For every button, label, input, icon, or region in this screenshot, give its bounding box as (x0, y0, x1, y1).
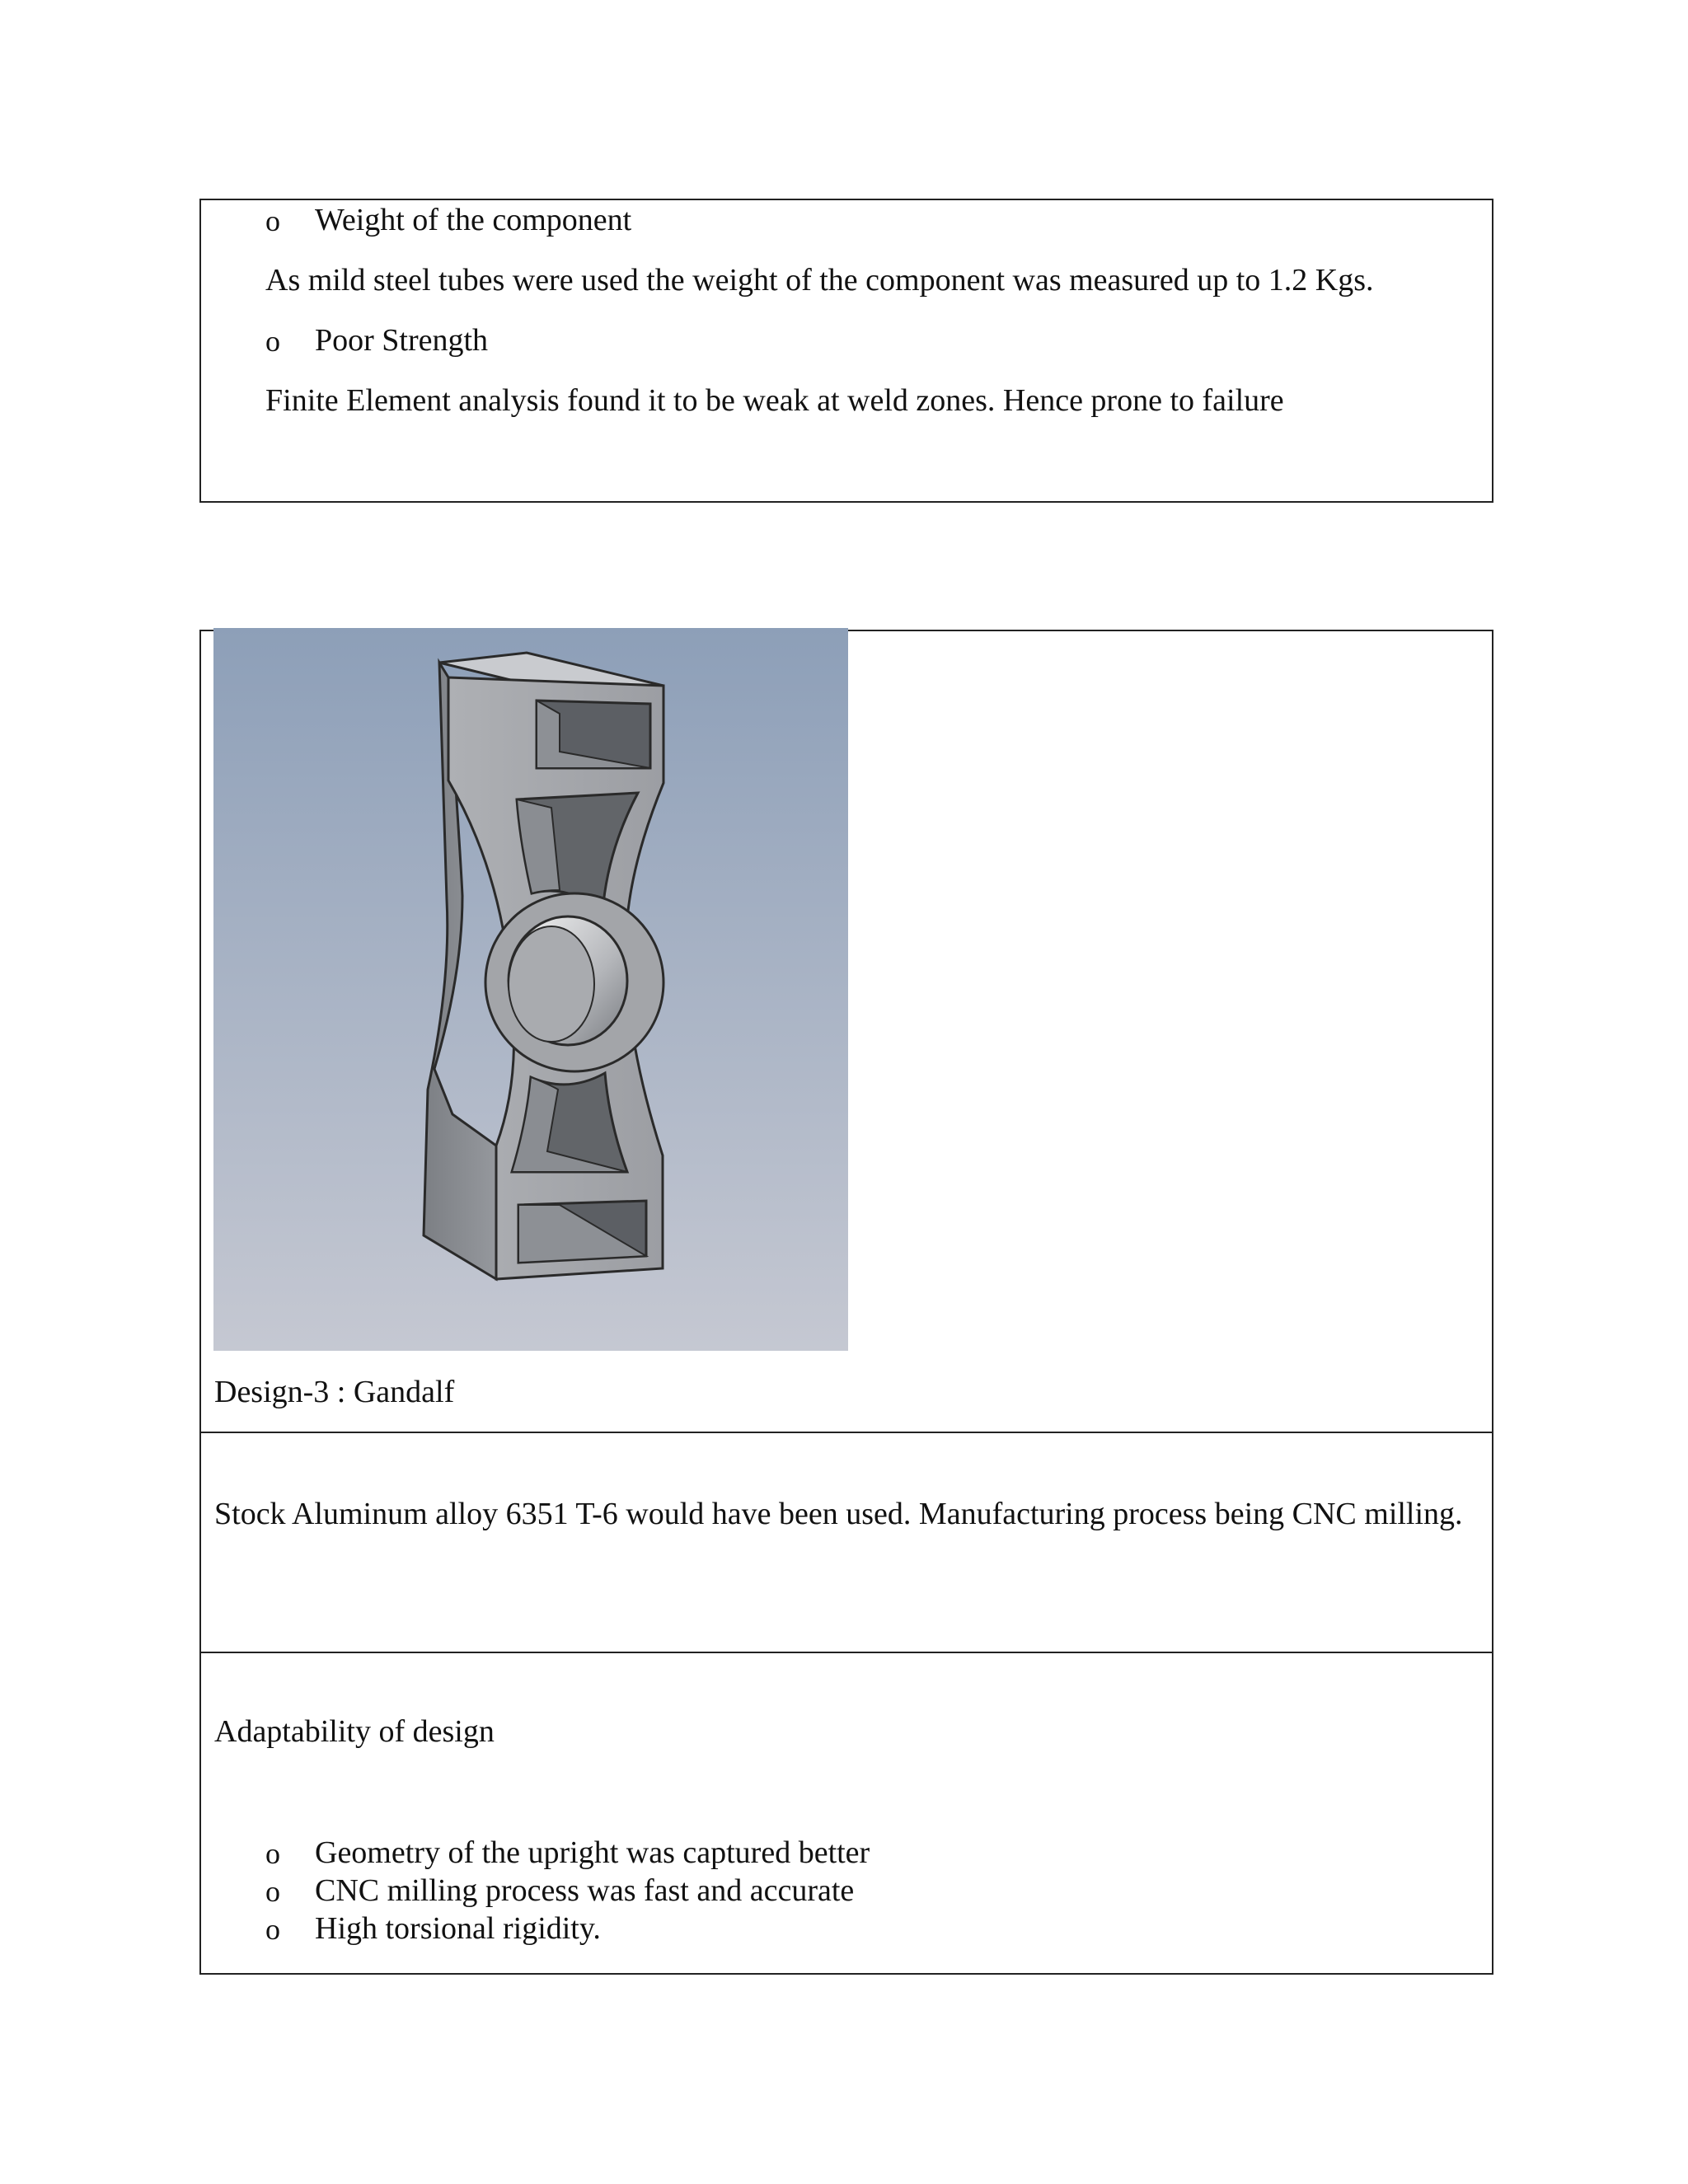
weight-item: Weight of the component (315, 203, 632, 237)
bullet-marker: o (265, 1875, 280, 1908)
bullet-marker: o (265, 325, 280, 358)
figure-caption: Design-3 : Gandalf (214, 1375, 455, 1409)
bullet-marker: o (265, 1837, 280, 1870)
adaptability-heading: Adaptability of design (214, 1714, 495, 1749)
adaptability-point: Geometry of the upright was captured better (315, 1835, 870, 1870)
adaptability-point: CNC milling process was fast and accurate (315, 1873, 855, 1908)
strength-item: Poor Strength (315, 323, 489, 358)
adaptability-point: High torsional rigidity. (315, 1911, 601, 1946)
strength-paragraph: Finite Element analysis found it to be weak at weld zones. Hence prone to failure (265, 383, 1284, 418)
table-divider (199, 1432, 1493, 1433)
bullet-marker: o (265, 1913, 280, 1946)
bullet-marker: o (265, 204, 280, 237)
design-render-image (213, 628, 848, 1351)
table-divider (199, 1652, 1493, 1653)
material-description: Stock Aluminum alloy 6351 T-6 would have been used. Manufacturing process being CNC milling. (214, 1497, 1463, 1531)
weight-paragraph: As mild steel tubes were used the weight of the component was measured up to 1.2 Kgs. (265, 263, 1374, 298)
